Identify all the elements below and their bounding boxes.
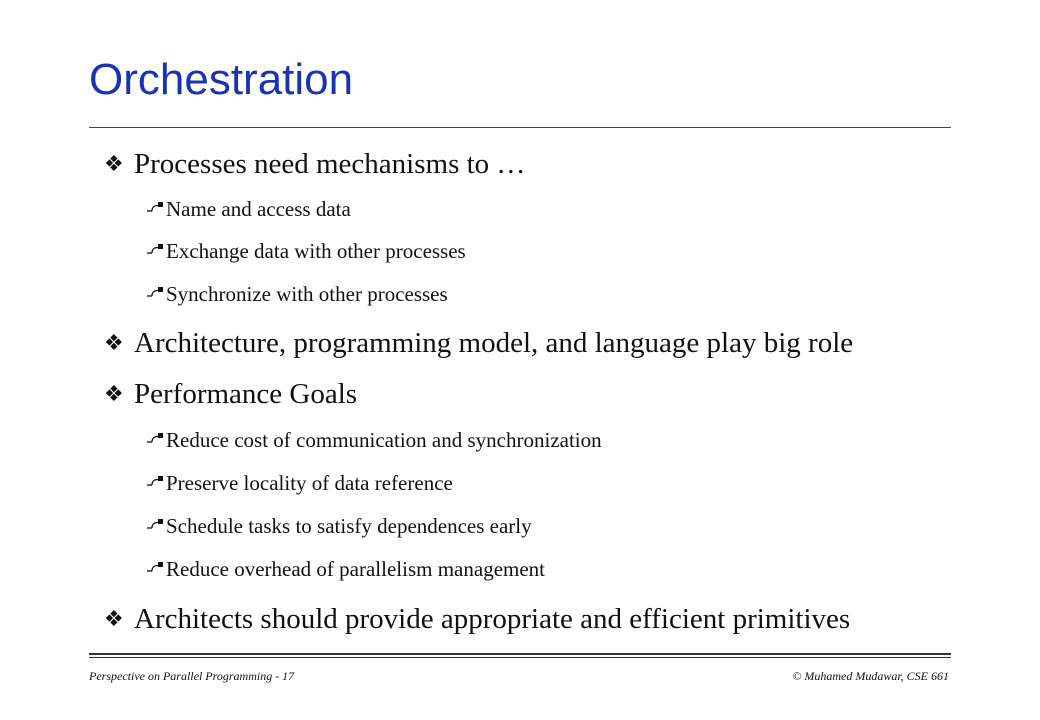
sub-bullet-item <box>146 284 448 305</box>
sub-bullet-icon <box>146 518 166 534</box>
sub-bullet-icon <box>146 286 166 302</box>
sub-bullet-item <box>146 241 466 262</box>
sub-bullet-icon <box>146 201 166 217</box>
bullet-text: Architects should provide appropriate and efficient primitives <box>134 603 851 635</box>
diamond-bullet-icon: ❖ <box>104 330 124 355</box>
sub-bullet-text: Exchange data with other processes <box>166 239 466 263</box>
bullet-text: Processes need mechanisms to … <box>134 148 526 180</box>
sub-bullet-text: Name and access data <box>166 197 351 221</box>
sub-bullet-icon <box>146 432 166 448</box>
footer-divider <box>89 653 951 655</box>
sub-bullet-icon <box>146 475 166 491</box>
sub-bullet-item <box>146 516 532 537</box>
bullet-item <box>104 380 357 409</box>
bullet-text: Performance Goals <box>134 378 358 410</box>
sub-bullet-icon <box>146 243 166 259</box>
diamond-bullet-icon: ❖ <box>104 606 124 631</box>
sub-bullet-icon <box>146 561 166 577</box>
slide-title: Orchestration <box>89 55 354 104</box>
sub-bullet-text: Reduce overhead of parallelism management <box>166 557 546 581</box>
sub-bullet-item <box>146 199 351 220</box>
footer-left-text: Perspective on Parallel Programming - 17 <box>89 669 295 683</box>
sub-bullet-item <box>146 430 602 451</box>
bullet-item <box>104 329 853 358</box>
footer-right-text: © Muhamed Mudawar, CSE 661 <box>792 669 949 683</box>
footer-divider-thin <box>89 657 951 658</box>
sub-bullet-text: Preserve locality of data reference <box>166 471 453 495</box>
sub-bullet-text: Reduce cost of communication and synchronization <box>166 428 602 452</box>
sub-bullet-text: Synchronize with other processes <box>166 282 448 306</box>
diamond-bullet-icon: ❖ <box>104 151 124 176</box>
sub-bullet-text: Schedule tasks to satisfy dependences early <box>166 514 532 538</box>
bullet-item <box>104 150 525 179</box>
diamond-bullet-icon: ❖ <box>104 381 124 406</box>
bullet-text: Architecture, programming model, and language play big role <box>134 327 854 359</box>
sub-bullet-item <box>146 473 453 494</box>
bullet-item <box>104 605 850 634</box>
sub-bullet-item <box>146 559 545 580</box>
